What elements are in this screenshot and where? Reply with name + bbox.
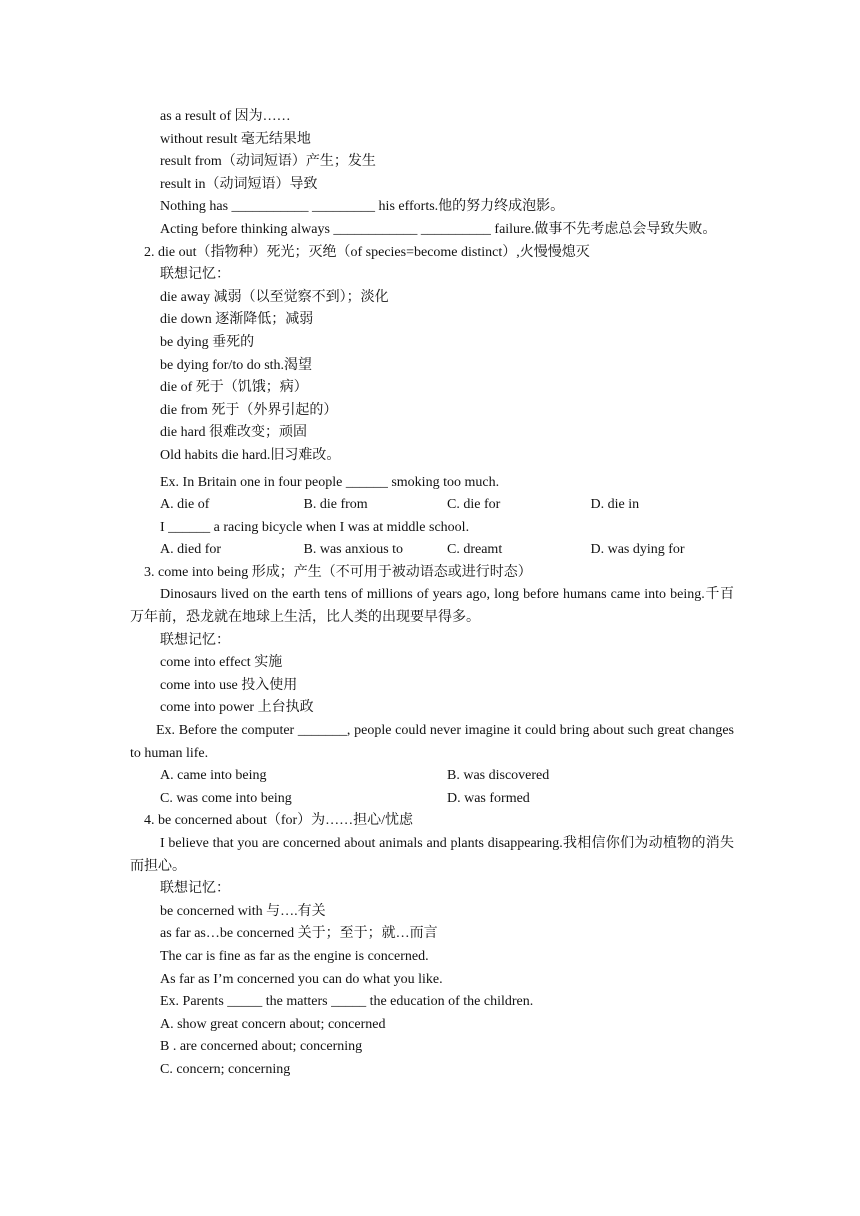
text-line: die from 死于（外界引起的） <box>160 402 338 418</box>
option-a: A. came into being <box>160 768 267 784</box>
text-line: come into power 上台执政 <box>160 700 314 716</box>
option-b: B. was anxious to <box>303 542 404 558</box>
text-line: The car is fine as far as the engine is concerned. <box>160 948 429 964</box>
text-line: 联想记忆： <box>160 267 230 283</box>
exercise-options <box>130 494 734 517</box>
text-line: without result 毫无结果地 <box>160 131 311 147</box>
option-b: B. die from <box>303 497 368 513</box>
text-line: Nothing has ___________ _________ his efforts.他的努力终成泡影。 <box>160 199 565 215</box>
exercise-question: I ______ a racing bicycle when I was at middle school. <box>160 519 470 535</box>
text-line: as far as…be concerned 关于；至于；就…而言 <box>160 926 438 942</box>
text-line: result from（动词短语）产生；发生 <box>160 154 376 170</box>
text-line: result in（动词短语）导致 <box>160 176 318 192</box>
text-line: come into effect 实施 <box>160 655 283 671</box>
option-c: C. dreamt <box>447 542 503 558</box>
option-c: C. die for <box>447 497 501 513</box>
text-line: as a result of 因为…… <box>160 109 291 124</box>
exercise-options <box>130 788 734 811</box>
text-line: Old habits die hard.旧习难改。 <box>160 447 341 463</box>
text-line: be dying for/to do sth.渴望 <box>160 357 313 373</box>
section-heading: 4. be concerned about（for）为……担心/忧虑 <box>144 813 414 829</box>
text-line: die away 减弱（以至觉察不到）；淡化 <box>160 289 389 305</box>
text-line: be dying 垂死的 <box>160 334 255 350</box>
exercise-options <box>130 539 734 562</box>
option-b: B . are concerned about; concerning <box>160 1039 363 1055</box>
option-d: D. was dying for <box>590 542 685 558</box>
option-b: B. was discovered <box>447 768 550 784</box>
option-a: A. show great concern about; concerned <box>160 1016 386 1032</box>
paragraph: I believe that you are concerned about animals and plants disappearing.我相信你们为动植物的消失而担心。 <box>130 836 734 874</box>
text-line: 联想记忆： <box>160 881 230 897</box>
text-line: be concerned with 与….有关 <box>160 903 326 919</box>
document-content <box>130 106 734 1082</box>
option-d: D. was formed <box>447 790 530 806</box>
exercise-question: Ex. In Britain one in four people ______ smoking too much. <box>160 474 500 490</box>
option-d: D. die in <box>590 497 640 513</box>
option-a: A. die of <box>160 497 210 513</box>
option-c: C. concern; concerning <box>160 1061 291 1077</box>
section-heading: 2. die out（指物种）死光；灭绝（of species=become distinct）,火慢慢熄灭 <box>144 244 590 260</box>
text-line: die down 逐渐降低；减弱 <box>160 312 314 328</box>
text-line: As far as I’m concerned you can do what you like. <box>160 971 443 987</box>
section-heading: 3. come into being 形成；产生（不可用于被动语态或进行时态） <box>144 564 532 580</box>
text-line: die of 死于（饥饿；病） <box>160 380 308 396</box>
text-line: 联想记忆： <box>160 632 230 648</box>
exercise-options <box>130 765 734 788</box>
option-c: C. was come into being <box>160 790 292 806</box>
exercise-paragraph: Ex. Before the computer _______, people could never imagine it could bring about such great changes to human life. <box>130 723 734 761</box>
paragraph: Dinosaurs lived on the earth tens of millions of years ago, long before humans came into being.千百万年前，恐龙就在地球上生活，比人类的出现要早得多。 <box>130 587 734 626</box>
paragraph: Acting before thinking always ____________ __________ failure.做事不先考虑总会导致失败。 <box>160 221 717 237</box>
exercise-question: Ex. Parents _____ the matters _____ the education of the children. <box>160 994 534 1010</box>
text-line: come into use 投入使用 <box>160 677 298 693</box>
option-a: A. died for <box>160 542 222 558</box>
text-line: die hard 很难改变；顽固 <box>160 425 307 441</box>
